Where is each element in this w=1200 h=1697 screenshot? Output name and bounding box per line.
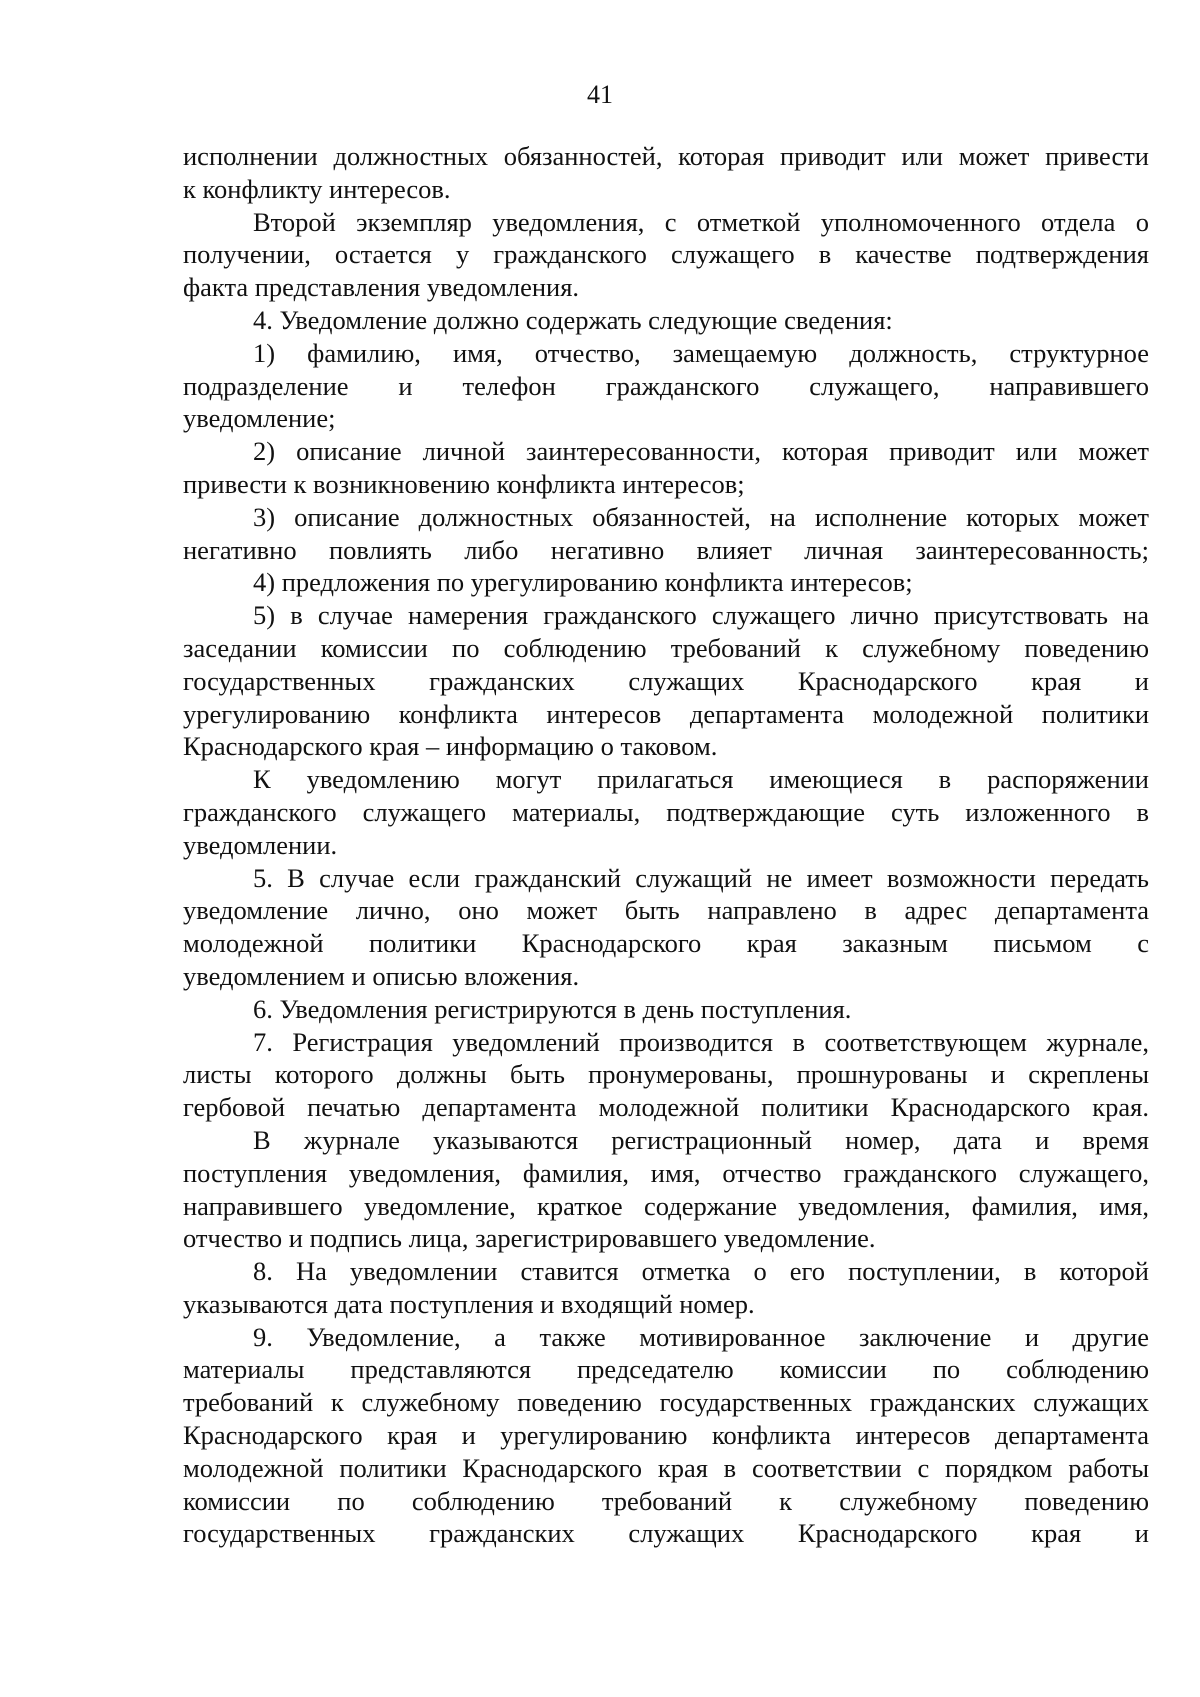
text-line: В журнале указываются регистрационный номер, дата и время — [253, 1124, 1149, 1155]
text-line: привести к возникновению конфликта интересов; — [183, 468, 745, 499]
text-line: Второй экземпляр уведомления, с отметкой уполномоченного отдела о — [253, 206, 1149, 237]
text-line: Краснодарского края и урегулированию конфликта интересов департамента — [183, 1420, 1149, 1451]
text-line: заседании комиссии по соблюдению требований к служебному поведению — [183, 632, 1149, 663]
text-line: негативно повлиять либо негативно влияет личная заинтересованность; — [183, 534, 1149, 565]
text-line: подразделение и телефон гражданского служащего, направившего — [183, 370, 1149, 401]
text-line: государственных гражданских служащих Краснодарского края и — [183, 1518, 1149, 1549]
text-line: 2) описание личной заинтересованности, которая приводит или может — [253, 436, 1149, 467]
text-line: факта представления уведомления. — [183, 272, 580, 303]
text-line: 5. В случае если гражданский служащий не имеет возможности передать — [253, 862, 1149, 893]
text-line: гербовой печатью департамента молодежной политики Краснодарского края. — [183, 1092, 1149, 1123]
text-line: 6. Уведомления регистрируются в день поступления. — [253, 993, 852, 1024]
document-body — [183, 140, 1149, 1550]
text-line: молодежной политики Краснодарского края в соответствии с порядком работы — [183, 1452, 1149, 1483]
text-line: К уведомлению могут прилагаться имеющиеся в распоряжении — [253, 764, 1149, 795]
text-line: 5) в случае намерения гражданского служащего лично присутствовать на — [253, 600, 1149, 631]
text-line: 1) фамилию, имя, отчество, замещаемую должность, структурное — [253, 337, 1149, 368]
text-line: 8. На уведомлении ставится отметка о его поступлении, в которой — [253, 1256, 1149, 1287]
text-line: материалы представляются председателю комиссии по соблюдению — [183, 1354, 1149, 1385]
text-line: исполнении должностных обязанностей, которая приводит или может привести — [183, 141, 1149, 171]
text-line: уведомлении. — [183, 829, 338, 860]
text-line: урегулированию конфликта интересов департамента молодежной политики — [183, 698, 1149, 729]
text-line: получении, остается у гражданского служащего в качестве подтверждения — [183, 239, 1149, 270]
text-line: молодежной политики Краснодарского края заказным письмом с — [183, 928, 1149, 959]
text-line: листы которого должны быть пронумерованы, прошнурованы и скреплены — [183, 1059, 1149, 1090]
text-line: 4) предложения по урегулированию конфликта интересов; — [253, 567, 913, 598]
text-line: 7. Регистрация уведомлений производится в соответствующем журнале, — [253, 1026, 1149, 1057]
text-line: комиссии по соблюдению требований к служебному поведению — [183, 1485, 1149, 1516]
text-line: 4. Уведомление должно содержать следующие сведения: — [253, 304, 893, 335]
text-line: поступления уведомления, фамилия, имя, отчество гражданского служащего, — [183, 1157, 1149, 1188]
page-number: 41 — [587, 80, 613, 109]
text-line: государственных гражданских служащих Краснодарского края и — [183, 665, 1149, 696]
text-line: направившего уведомление, краткое содержание уведомления, фамилия, имя, — [183, 1190, 1149, 1221]
text-line: указываются дата поступления и входящий номер. — [183, 1288, 755, 1319]
text-line: 9. Уведомление, а также мотивированное заключение и другие — [253, 1321, 1149, 1352]
text-line: требований к служебному поведению государственных гражданских служащих — [183, 1387, 1149, 1418]
text-line: уведомление; — [183, 403, 336, 434]
text-line: гражданского служащего материалы, подтверждающие суть изложенного в — [183, 796, 1149, 827]
text-line: уведомление лично, оно может быть направлено в адрес департамента — [183, 895, 1149, 926]
text-line: к конфликту интересов. — [183, 173, 451, 204]
text-line: отчество и подпись лица, зарегистрировавшего уведомление. — [183, 1223, 876, 1254]
text-line: уведомлением и описью вложения. — [183, 960, 580, 991]
text-line: 3) описание должностных обязанностей, на исполнение которых может — [253, 501, 1149, 532]
text-line: Краснодарского края – информацию о таковом. — [183, 731, 718, 762]
